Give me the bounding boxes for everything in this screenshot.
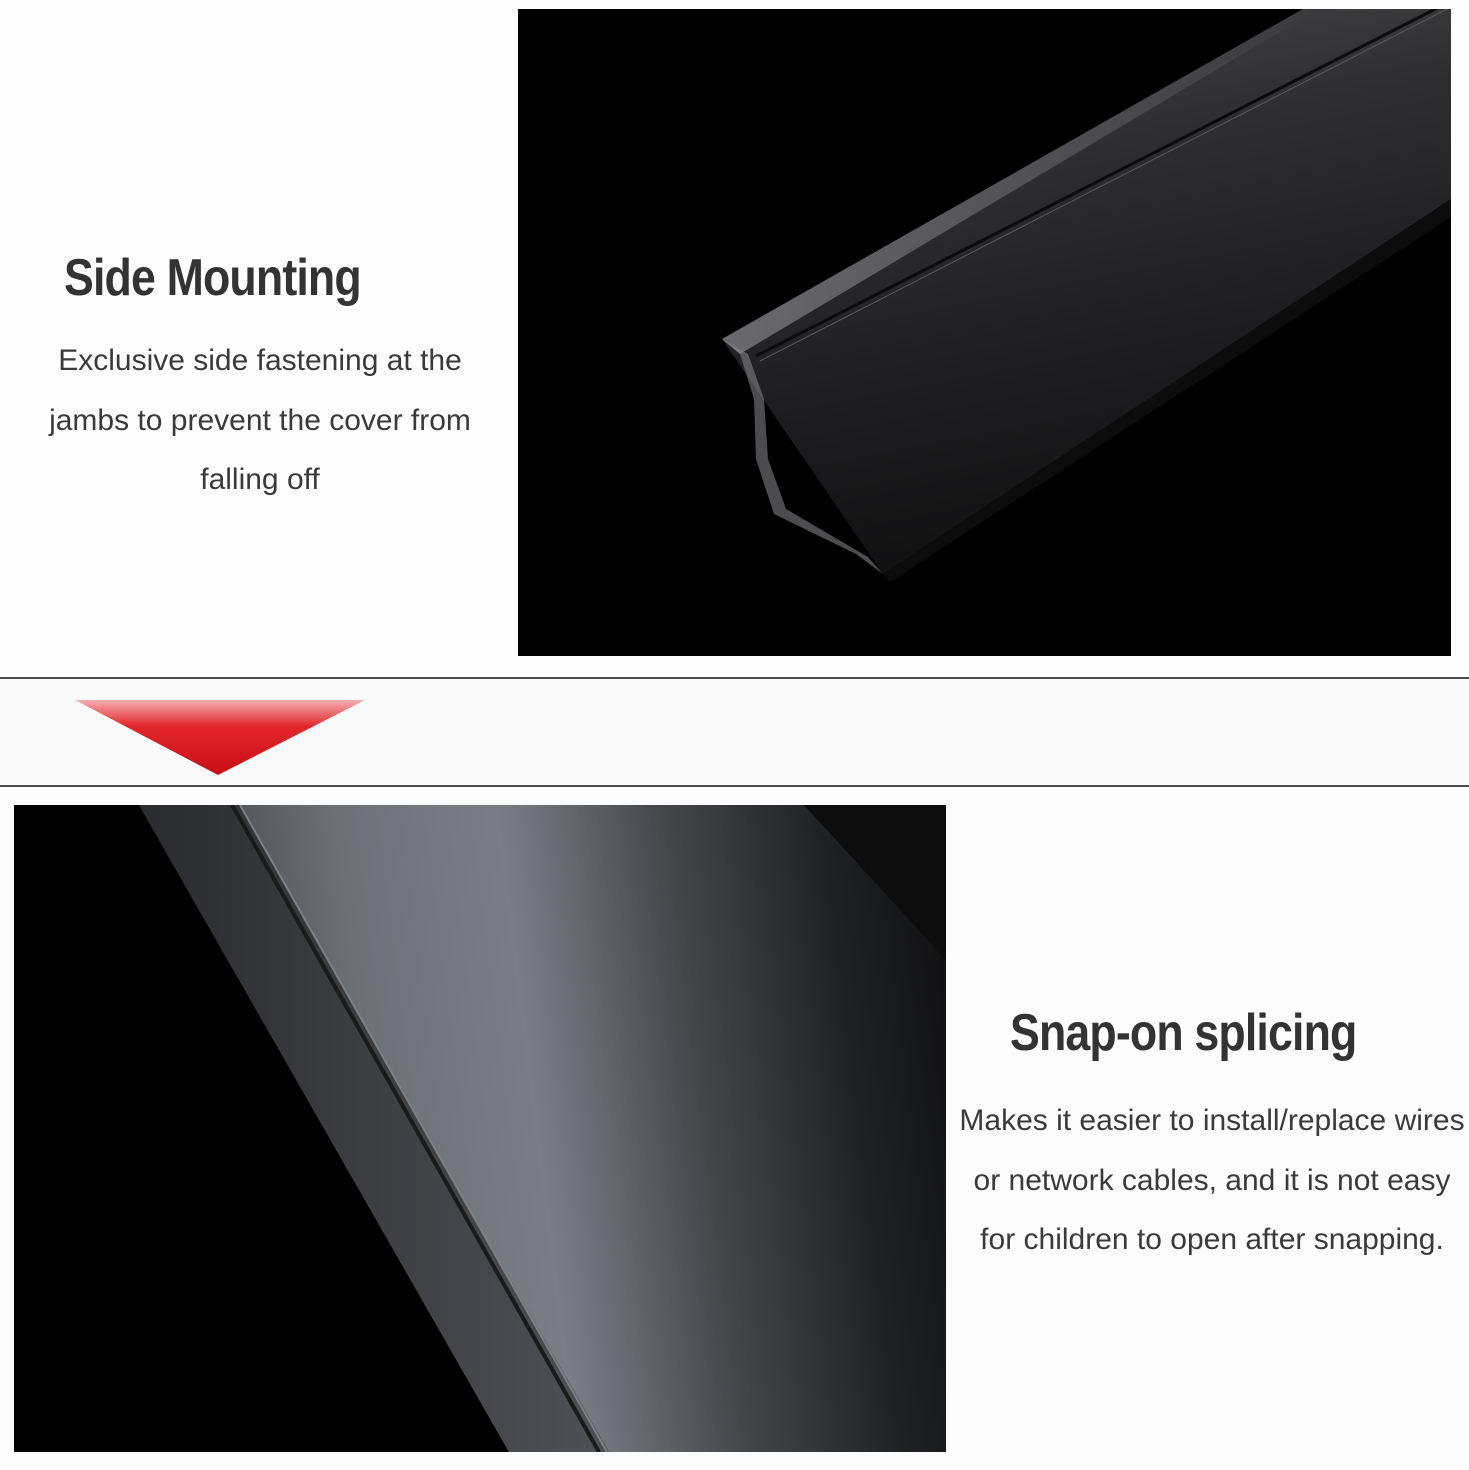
side-mounting-description: Exclusive side fastening at the jambs to prevent the cover from falling off	[49, 344, 471, 496]
divider-line-bottom	[0, 785, 1469, 787]
cable-cover-side-photo	[518, 9, 1451, 656]
snap-on-splicing-title: Snap-on splicing	[1010, 1004, 1357, 1062]
cable-cover-side-illustration	[518, 9, 1451, 656]
side-mounting-title: Side Mounting	[64, 249, 361, 307]
snap-on-splicing-description: Makes it easier to install/replace wires or network cables, and it is not easy for children to open after snapping.	[959, 1104, 1465, 1256]
cable-cover-closeup-illustration	[14, 805, 946, 1452]
cable-cover-closeup-photo	[14, 805, 946, 1452]
arrow-down-icon	[75, 700, 365, 776]
